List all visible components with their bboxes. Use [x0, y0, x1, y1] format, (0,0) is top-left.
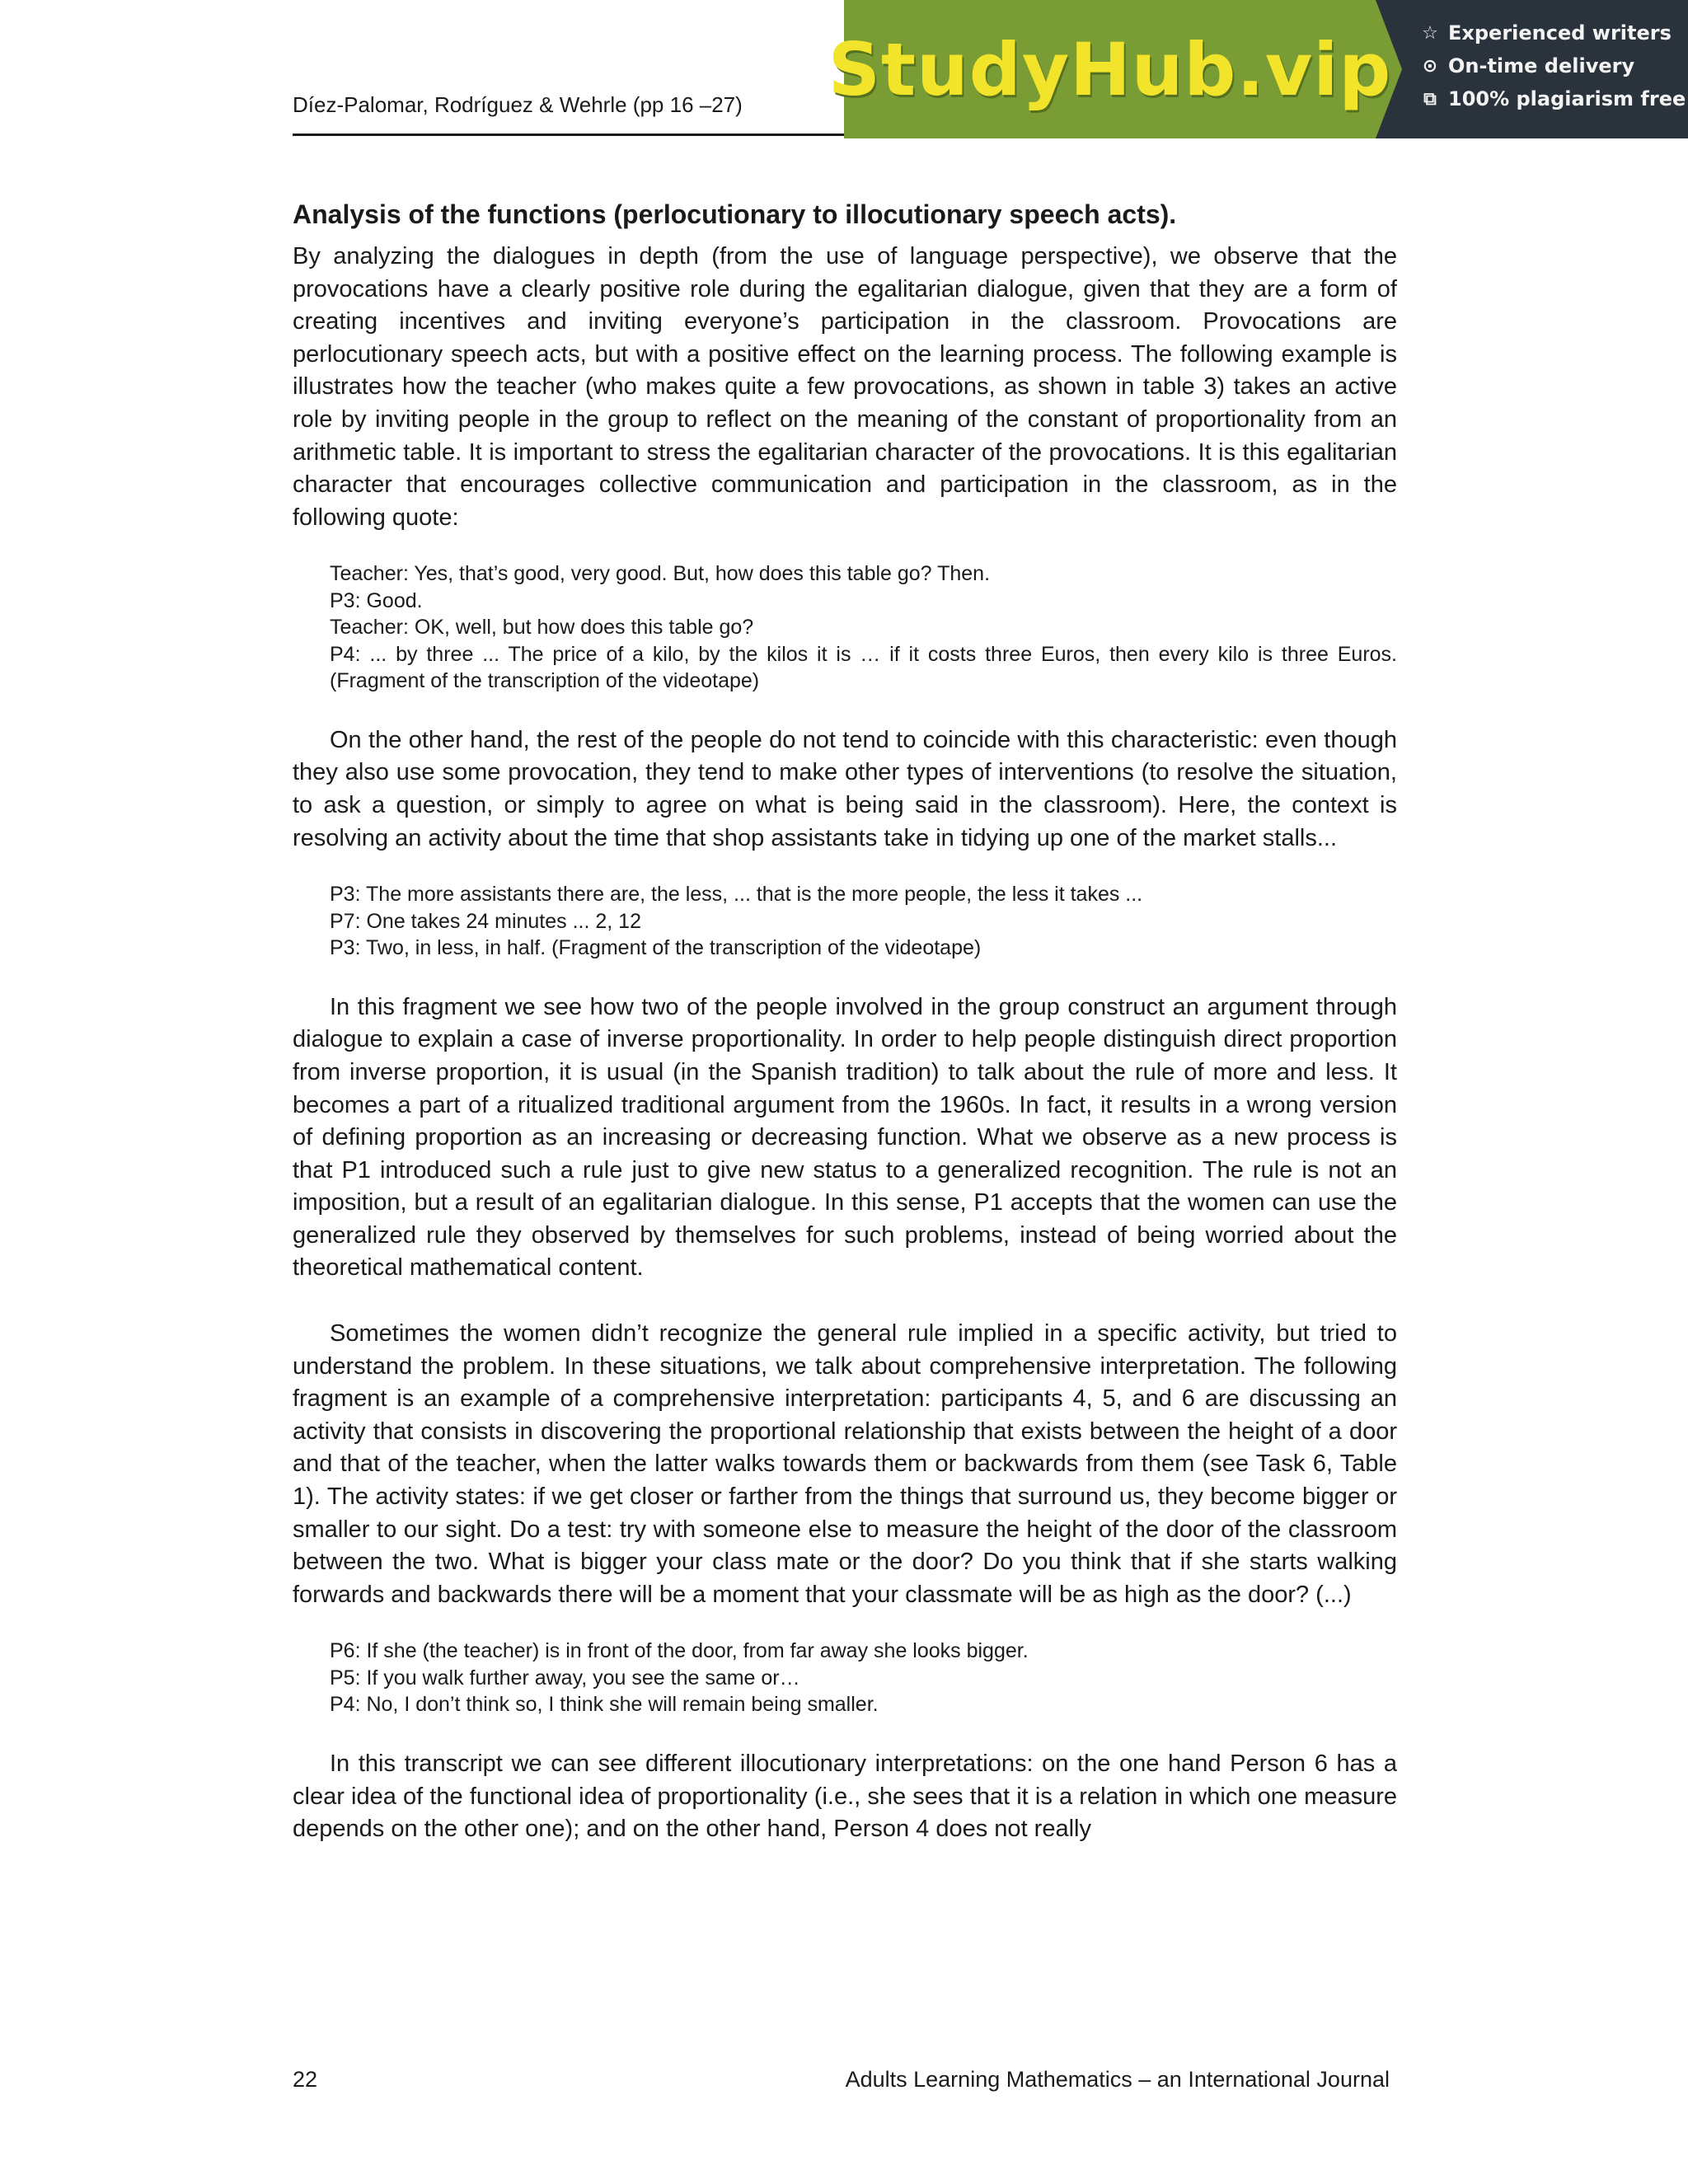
- quote-line: P4: ... by three ... The price of a kilo, by the kilos it is … if it costs three Euros, then every kilo is three Euros. (Fragment of the transcription of the videotape): [330, 642, 1397, 693]
- star-icon: ☆: [1422, 22, 1438, 44]
- running-head: Díez-Palomar, Rodríguez & Wehrle (pp 16 –27): [293, 92, 743, 117]
- transcript-quote-3: [330, 1638, 1397, 1718]
- transcript-quote-1: [330, 560, 1397, 695]
- section-heading: Analysis of the functions (perlocutionary to illocutionary speech acts).: [293, 199, 1177, 229]
- quote-line: P4: No, I don’t think so, I think she will remain being smaller.: [330, 1693, 879, 1717]
- paragraph-3: In this fragment we see how two of the people involved in the group construct an argument through dialogue to explain a case of inverse proportionality. In order to help people distinguish direct proportion from inverse proportion, it is usual (in the Spanish tradition) to talk about the rule of more and less. It becomes a part of a ritualized traditional argument from the 1960s. In fact, it results in a wrong version of defining proportion as an increasing or decreasing function. What we observe as a new process is that P1 introduced such a rule just to give new status to a generalized recognition. The rule is not an imposition, but a result of an egalitarian dialogue. In this sense, P1 accepts that the women can use the generalized rule they observed by themselves for such problems, instead of being worried about the theoretical mathematical content.: [293, 993, 1397, 1282]
- feature-label: 100% plagiarism free: [1448, 87, 1686, 110]
- quote-line: P3: Good.: [330, 588, 423, 612]
- feature-plagiarism-free: [1420, 87, 1688, 110]
- quote-line: P6: If she (the teacher) is in front of the door, from far away she looks bigger.: [330, 1639, 1029, 1663]
- quote-line: P7: One takes 24 minutes ... 2, 12: [330, 909, 641, 933]
- journal-name: Adults Learning Mathematics – an International Journal: [845, 2067, 1390, 2092]
- studyhub-banner[interactable]: [828, 0, 1688, 138]
- banner-features: [1402, 0, 1688, 138]
- clock-icon: ⊙: [1422, 55, 1438, 77]
- paragraph-1: By analyzing the dialogues in depth (from the use of language perspective), we observe that the provocations have a clearly positive role during the egalitarian dialogue, given that they are a form of creating incentives and inviting everyone’s participation in the classroom. Provocations are perlocutionary speech acts, but with a positive effect on the learning process. The following example is illustrates how the teacher (who makes quite a few provocations, as shown in table 3) takes an active role by inviting people in the group to reflect on the meaning of the constant of proportionality from an arithmetic table. It is important to stress the egalitarian character of the provocations. It is this egalitarian character that encourages collective communication and participation in the classroom, as in the following quote:: [293, 243, 1397, 531]
- logo-text: StudyHub.vip: [828, 26, 1392, 112]
- quote-line: P3: The more assistants there are, the less, ... that is the more people, the less it takes ...: [330, 883, 1143, 907]
- feature-experienced-writers: [1420, 21, 1688, 45]
- paragraph-4: Sometimes the women didn’t recognize the general rule implied in a specific activity, but tried to understand the problem. In these situations, we talk about comprehensive interpretation. The following fragment is an example of a comprehensive interpretation: participants 4, 5, and 6 are discussing an activity that consists in discovering the proportional relationship that exists between the height of a door and that of the teacher, when the latter walks towards them or backwards from them (see Task 6, Table 1). The activity states: if we get closer or farther from the things that surround us, they become bigger or smaller to our sight. Do a test: try with someone else to measure the height of the door of the classroom between the two. What is bigger your class mate or the door? Do you think that if she starts walking forwards and backwards there will be a moment that your classmate will be as high as the door? (...): [293, 1320, 1397, 1608]
- copy-icon: ⧉: [1423, 88, 1437, 110]
- quote-line: P5: If you walk further away, you see the same or…: [330, 1666, 800, 1690]
- feature-on-time-delivery: [1420, 54, 1688, 77]
- studyhub-logo[interactable]: [828, 0, 1392, 138]
- quote-line: P3: Two, in less, in half. (Fragment of the transcription of the videotape): [330, 936, 982, 960]
- paragraph-5: In this transcript we can see different illocutionary interpretations: on the one hand Person 6 has a clear idea of the functional idea of proportionality (i.e., she sees that it is a relation in which one measure depends on the other one); and on the other hand, Person 4 does not really: [293, 1750, 1397, 1843]
- quote-line: Teacher: OK, well, but how does this table go?: [330, 616, 754, 640]
- article-body: [293, 198, 1397, 1846]
- feature-label: On-time delivery: [1448, 54, 1635, 77]
- transcript-quote-2: [330, 881, 1397, 962]
- feature-label: Experienced writers: [1448, 21, 1672, 45]
- page-number: 22: [293, 2067, 318, 2092]
- paragraph-2: On the other hand, the rest of the people do not tend to coincide with this characteristic: even though they also use some provocation, they tend to make other types of interventions (to resolve the situation, to ask a question, or simply to agree on what is being said in the classroom). Here, the context is resolving an activity about the time that shop assistants take in tidying up one of the market stalls...: [293, 726, 1397, 851]
- quote-line: Teacher: Yes, that’s good, very good. But, how does this table go? Then.: [330, 562, 991, 586]
